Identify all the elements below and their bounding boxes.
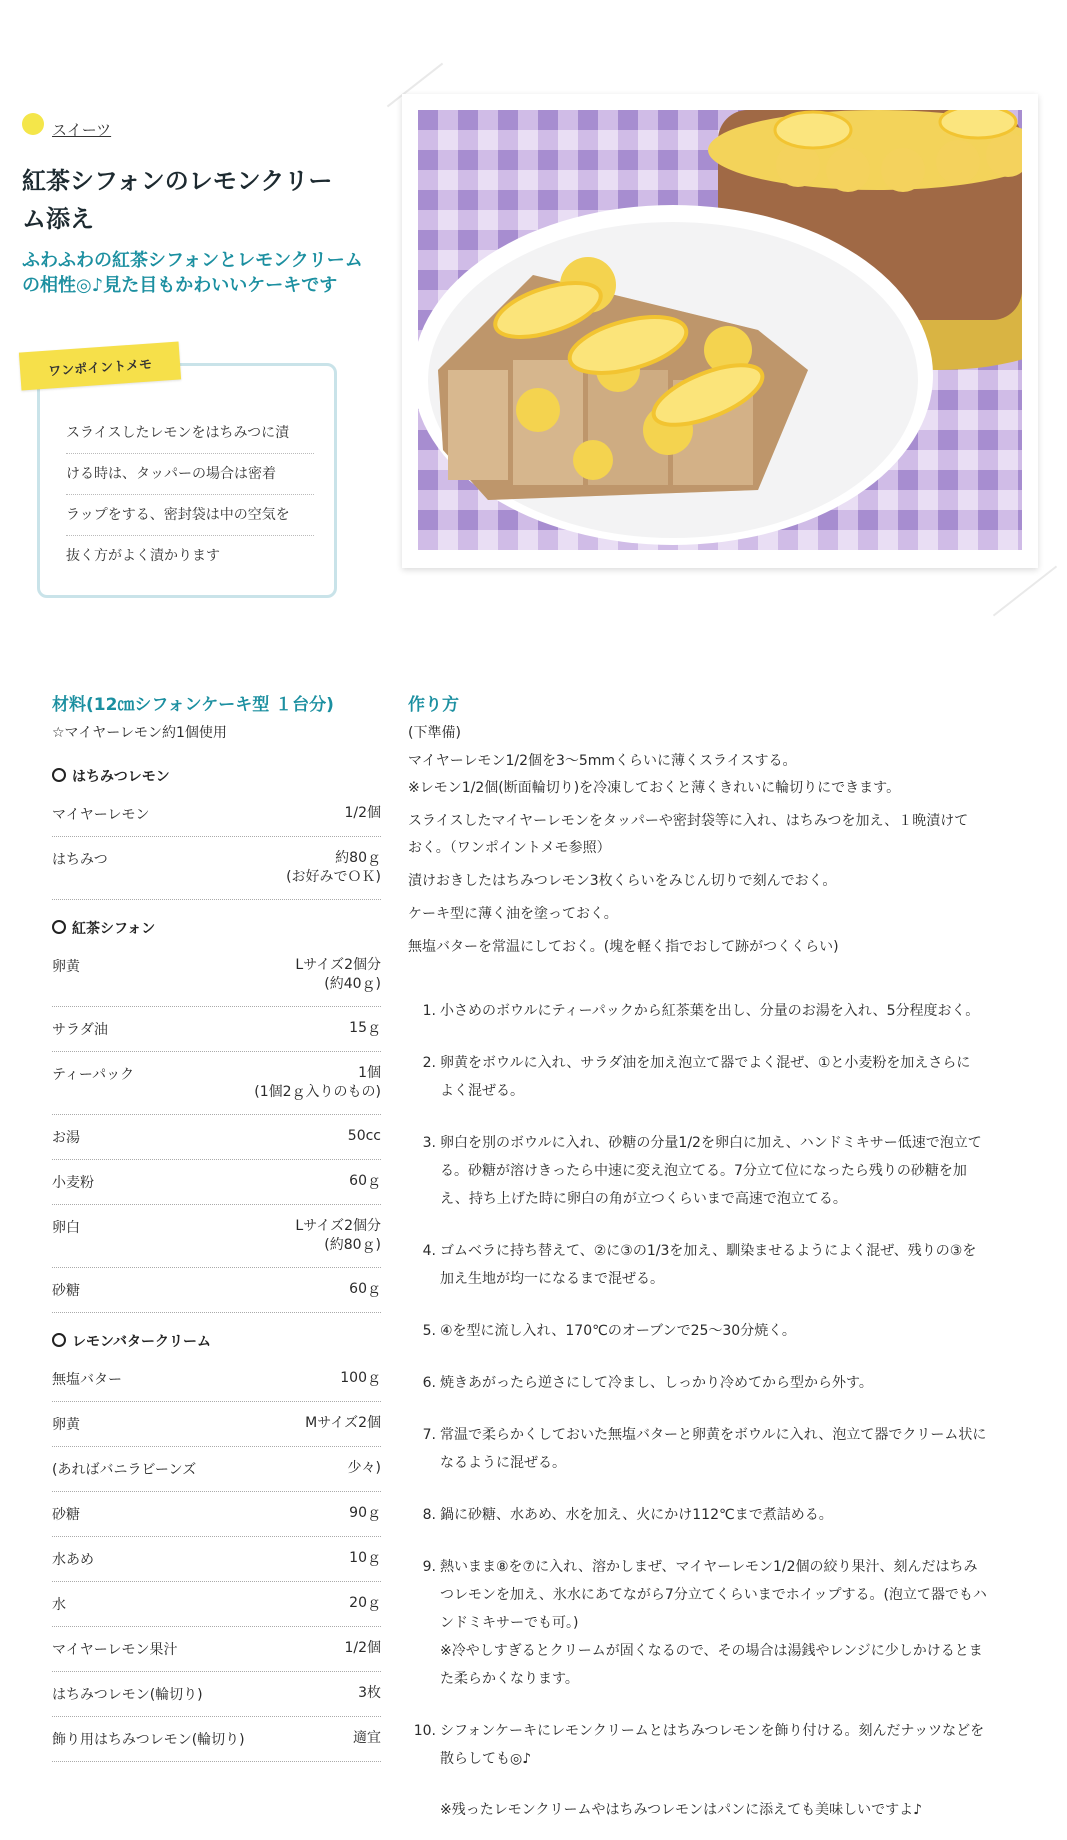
memo-line: 抜く方がよく漬かります <box>66 548 220 564</box>
prep-heading: (下準備) <box>408 725 461 741</box>
category-dot-icon <box>22 113 44 135</box>
ingredient-row: 水あめ 10ｇ <box>52 1537 381 1582</box>
ingredient-row: はちみつ 約80ｇ (お好みでＯＫ) <box>52 837 381 900</box>
ingredient-group-heading: はちみつレモン <box>52 760 381 792</box>
step-item: 9. 熱いまま⑧を⑦に入れ、溶かしまぜ、マイヤーレモン1/2個の絞り果汁、刻んだはちみ つレモンを加え、氷水にあてながら7分立てくらいまでホイップする。(泡立て器でもハ ンドミキサーでも可。) ※冷やしすぎるとクリームが固くなるので、その場合は湯銭やレンジに少しかけるとま た柔らかくなります。 <box>422 1559 987 1687</box>
ingredients-list <box>52 752 381 1762</box>
ingredient-row: 水 20ｇ <box>52 1582 381 1627</box>
step-list <box>408 997 1014 1773</box>
ingredient-row: (あればバニラビーンズ 少々) <box>52 1447 381 1492</box>
circle-bullet-icon <box>52 920 66 934</box>
memo-line: ける時は、タッパーの場合は密着 <box>66 454 314 495</box>
step-item: 6. 焼きあがったら逆さにして冷まし、しっかり冷めてから型から外す。 <box>422 1375 873 1391</box>
step-item: 8. 鍋に砂糖、水あめ、水を加え、火にかけ112℃まで煮詰める。 <box>422 1507 833 1523</box>
step-item: 10. シフォンケーキにレモンクリームとはちみつレモンを飾り付ける。刻んだナッツなどを 散らしても◎♪ <box>413 1723 985 1767</box>
memo-line: ラップをする、密封袋は中の空気を <box>66 495 314 536</box>
ingredient-row: 無塩バター 100ｇ <box>52 1357 381 1402</box>
step-item: 3. 卵白を別のボウルに入れ、砂糖の分量1/2を卵白に加え、ハンドミキサー低速で泡立て る。砂糖が溶けきったら中速に変え泡立てる。7分立て位になったら残りの砂糖を加 え、持ち上げた時に卵白の角が立つくらいまで高速で泡立てる。 <box>422 1135 982 1207</box>
ingredient-row: 飾り用はちみつレモン(輪切り) 適宜 <box>52 1717 381 1762</box>
ingredient-row: マイヤーレモン 1/2個 <box>52 792 381 837</box>
recipe-title: 紅茶シフォンのレモンクリーム添え <box>22 167 333 233</box>
step-item: 2. 卵黄をボウルに入れ、サラダ油を加え泡立て器でよく混ぜ、①と小麦粉を加えさらに よく混ぜる。 <box>422 1055 971 1099</box>
cake-photo-illustration <box>418 110 1022 550</box>
prep-item: 無塩バターを常温にしておく。(塊を軽く指でおして跡がつくくらい) <box>408 939 839 955</box>
ingredient-row: マイヤーレモン果汁 1/2個 <box>52 1627 381 1672</box>
step-item: 7. 常温で柔らかくしておいた無塩バターと卵黄をボウルに入れ、泡立て器でクリーム状に なるように混ぜる。 <box>422 1427 987 1471</box>
ingredient-group-heading: 紅茶シフォン <box>52 912 381 944</box>
ingredient-row: 卵黄 Mサイズ2個 <box>52 1402 381 1447</box>
ingredient-row: はちみつレモン(輪切り) 3枚 <box>52 1672 381 1717</box>
ingredient-group-heading: レモンバタークリーム <box>52 1325 381 1357</box>
method-note: ※残ったレモンクリームやはちみつレモンはパンに添えても美味しいですよ♪ <box>440 1802 923 1818</box>
memo-tag: ワンポイントメモ <box>19 341 181 390</box>
method-body <box>408 748 1014 1824</box>
ingredient-row: お湯 50cc <box>52 1115 381 1160</box>
ingredient-row: 砂糖 90ｇ <box>52 1492 381 1537</box>
ingredient-row: ティーパック 1個 (1個2ｇ入りのもの) <box>52 1052 381 1115</box>
recipe-lead: ふわふわの紅茶シフォンとレモンクリームの相性◎♪見た目もかわいいケーキです <box>22 250 363 296</box>
circle-bullet-icon <box>52 768 66 782</box>
step-item: 5. ④を型に流し入れ、170℃のオーブンで25〜30分焼く。 <box>422 1323 796 1339</box>
step-item: 1. 小さめのボウルにティーパックから紅茶葉を出し、分量のお湯を入れ、5分程度おく。 <box>422 1003 980 1019</box>
prep-item: ケーキ型に薄く油を塗っておく。 <box>408 906 618 922</box>
ingredient-row: 砂糖 60ｇ <box>52 1268 381 1313</box>
step-item: 4. ゴムベラに持ち替えて、②に③の1/3を加え、馴染ませるようによく混ぜ、残りの③を 加え生地が均一になるまで混ぜる。 <box>422 1243 977 1287</box>
ingredient-row: 卵白 Lサイズ2個分 (約80ｇ) <box>52 1205 381 1268</box>
ingredient-row: 卵黄 Lサイズ2個分 (約40ｇ) <box>52 944 381 1007</box>
memo-text <box>66 413 314 576</box>
deco-line <box>993 566 1057 617</box>
ingredient-row: 小麦粉 60ｇ <box>52 1160 381 1205</box>
method-heading: 作り方 <box>408 695 459 715</box>
ingredient-row: サラダ油 15ｇ <box>52 1007 381 1052</box>
prep-item: マイヤーレモン1/2個を3〜5mmくらいに薄くスライスする。 ※レモン1/2個(断面輪切り)を冷凍しておくと薄くきれいに輪切りにできます。 <box>408 753 901 796</box>
ingredients-heading: 材料(12㎝シフォンケーキ型 １台分) <box>52 695 334 715</box>
circle-bullet-icon <box>52 1333 66 1347</box>
ingredients-note: ☆マイヤーレモン約1個使用 <box>52 725 227 741</box>
cake-photo <box>418 110 1022 550</box>
prep-item: スライスしたマイヤーレモンをタッパーや密封袋等に入れ、はちみつを加え、１晩漬けて おく。（ワンポイントメモ参照） <box>408 813 969 856</box>
memo-line: スライスしたレモンをはちみつに漬 <box>66 413 314 454</box>
prep-item: 漬けおきしたはちみつレモン3枚くらいをみじん切りで刻んでおく。 <box>408 873 837 889</box>
category-link[interactable]: スイーツ <box>52 121 112 139</box>
